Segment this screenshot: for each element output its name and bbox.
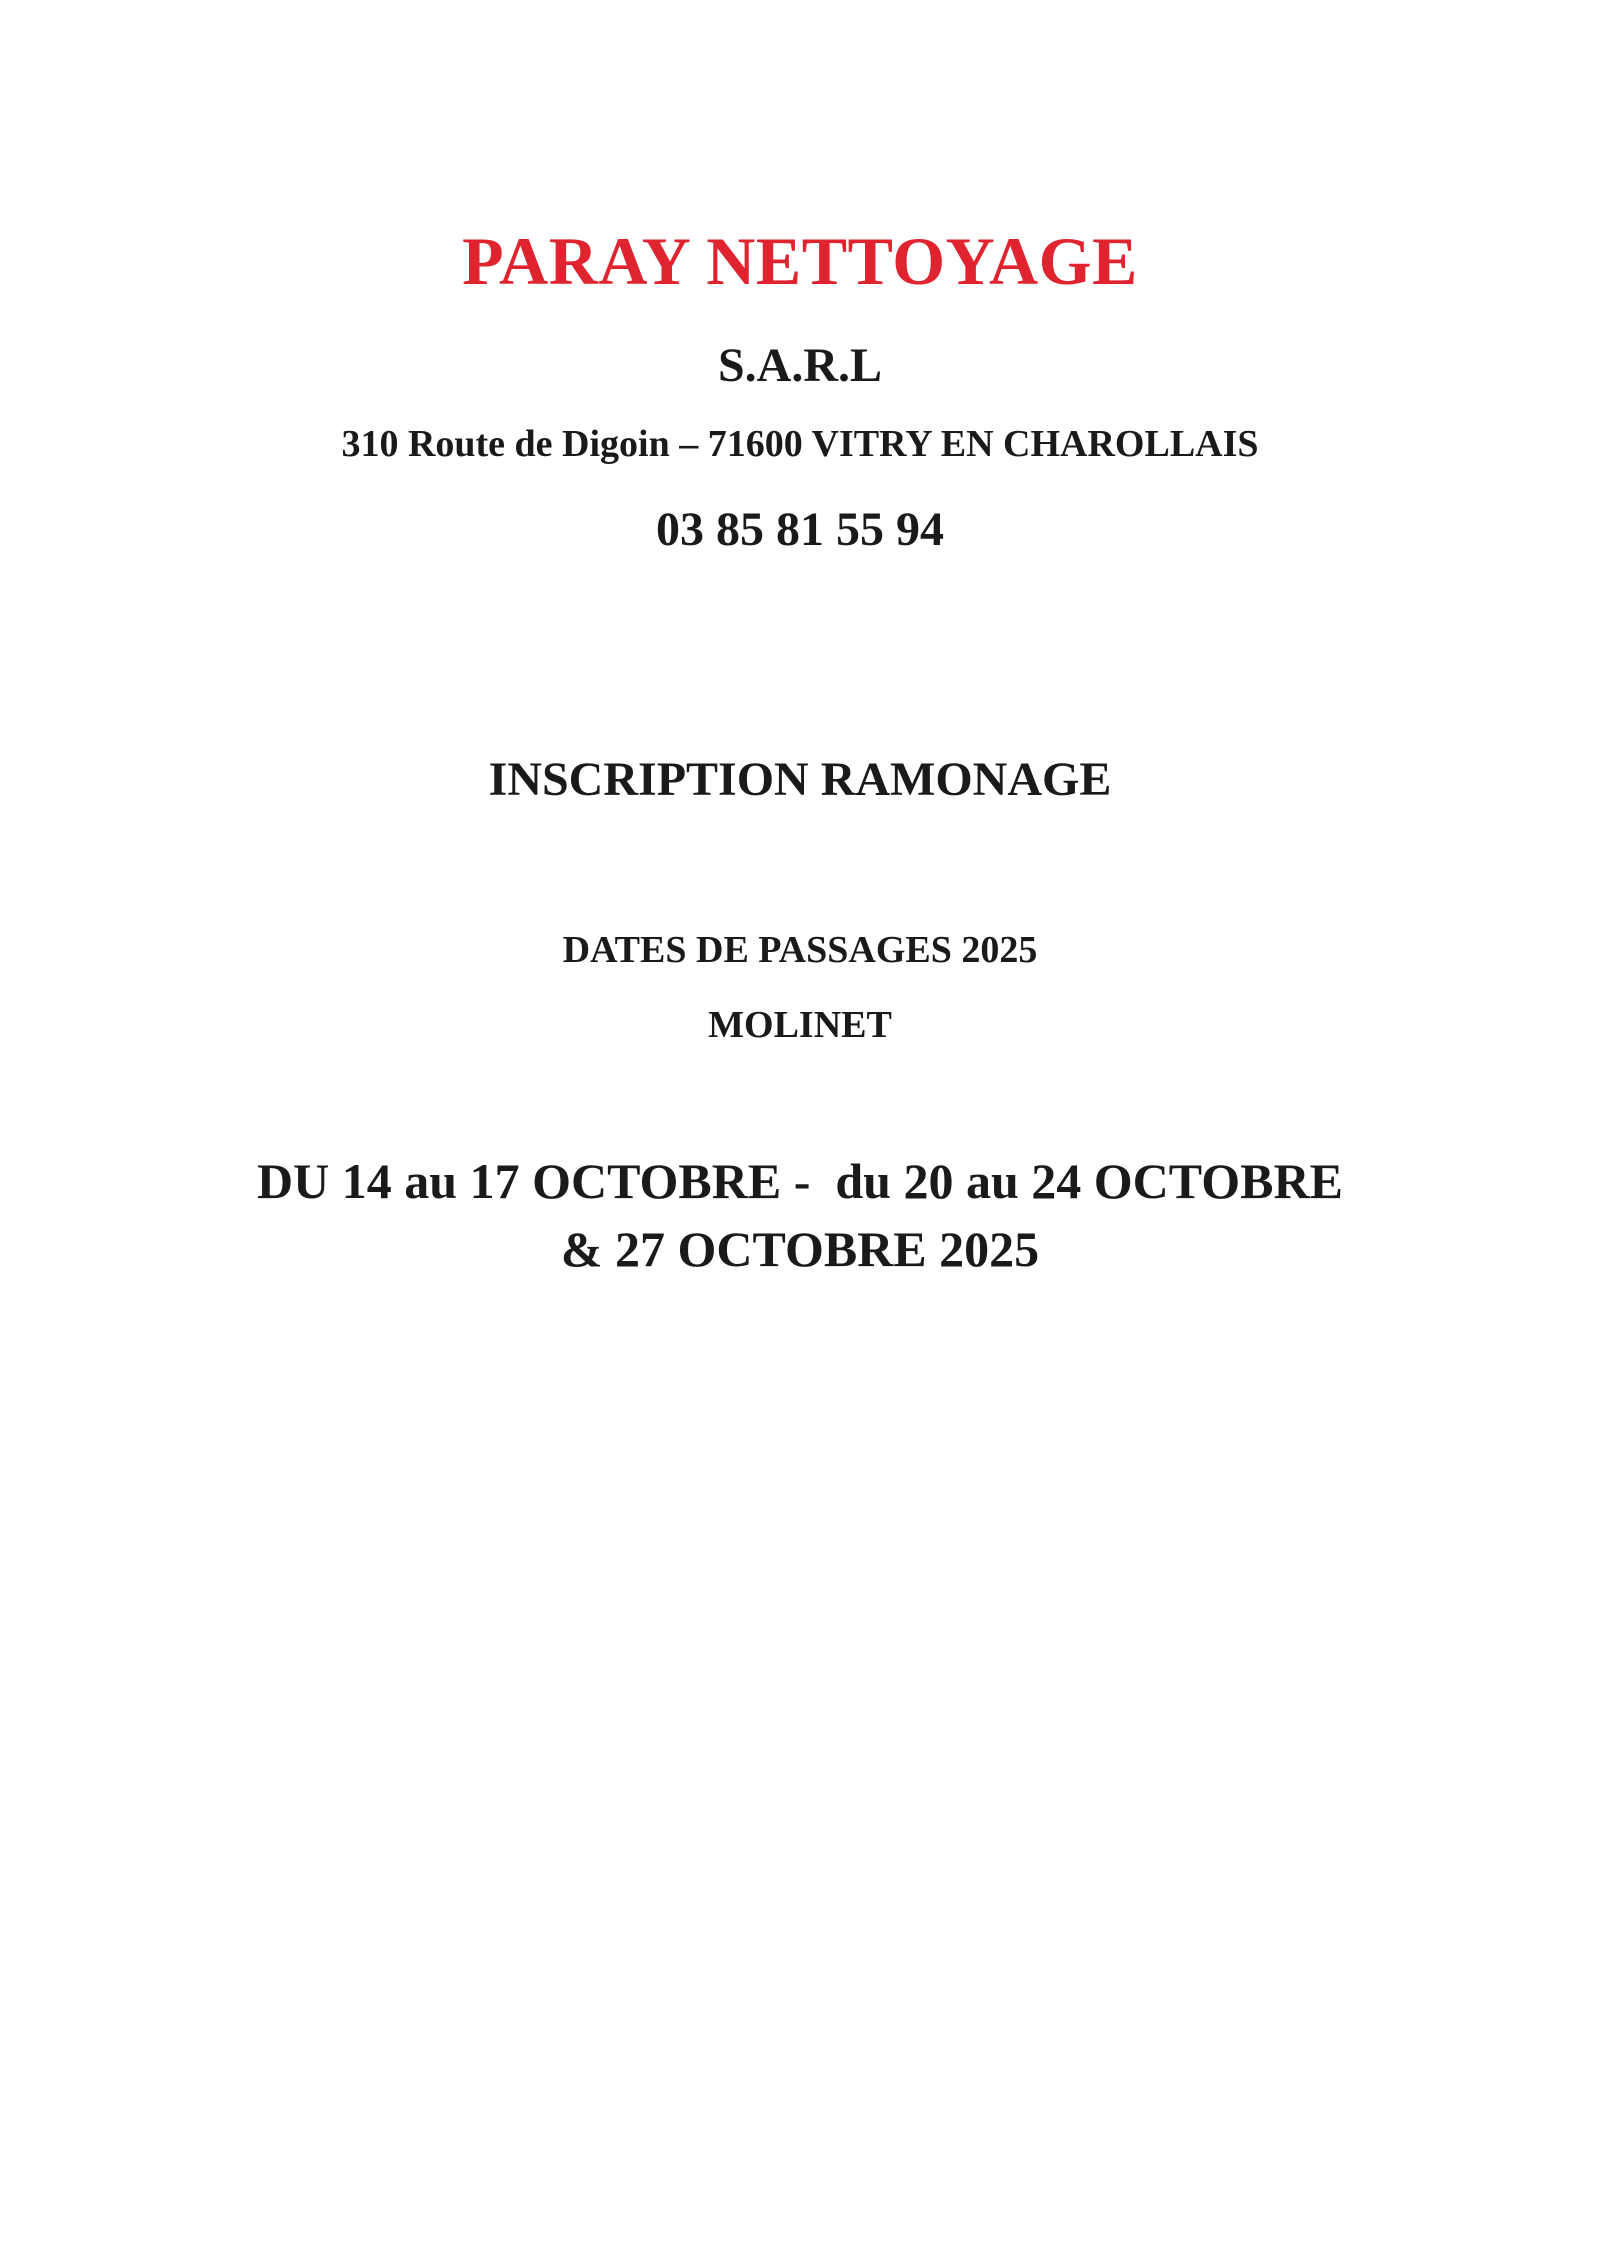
- company-address: 310 Route de Digoin – 71600 VITRY EN CHAROLLAIS: [341, 423, 1259, 465]
- dates-heading: DATES DE PASSAGES 2025: [562, 929, 1038, 971]
- location-name: MOLINET: [708, 1004, 892, 1046]
- company-phone: 03 85 81 55 94: [656, 503, 944, 556]
- company-name: PARAY NETTOYAGE: [462, 223, 1138, 299]
- document-title: INSCRIPTION RAMONAGE: [488, 753, 1112, 806]
- dates-line-1: DU 14 au 17 OCTOBRE - du 20 au 24 OCTOBRE: [257, 1153, 1343, 1209]
- dates-line-2: & 27 OCTOBRE 2025: [560, 1221, 1040, 1277]
- company-legal-form: S.A.R.L: [717, 339, 883, 392]
